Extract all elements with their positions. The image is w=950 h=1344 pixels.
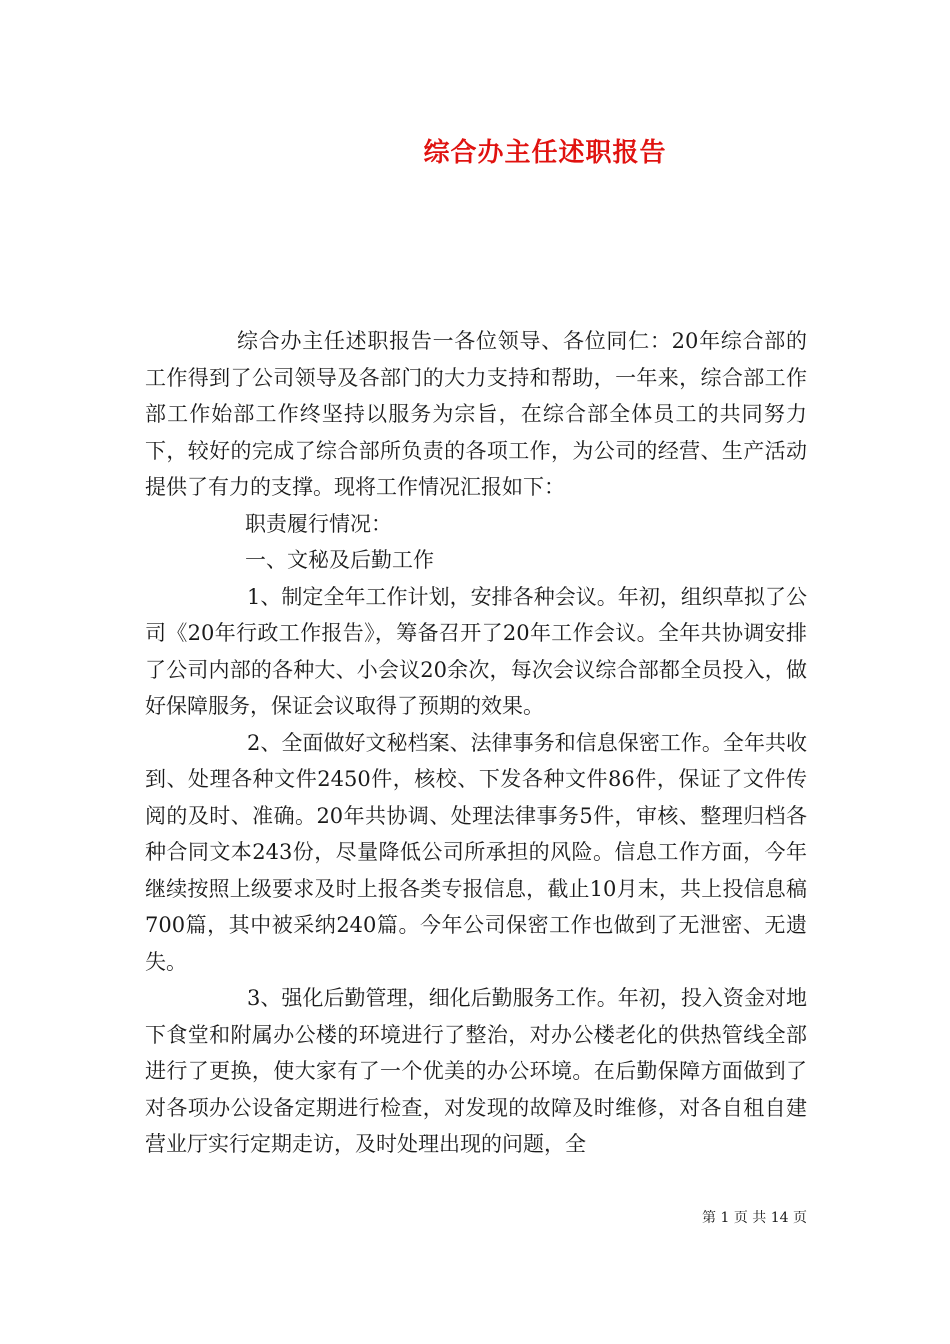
heading-duties: 职责履行情况： xyxy=(245,511,392,536)
page-number-footer: 第 1 页 共 14 页 xyxy=(702,1210,807,1226)
paragraph-item-1: 1、制定全年工作计划，安排各种会议。年初，组织草拟了公司《20年行政工作报告》，筹备召开了20年工作会议。全年共协调安排了公司内部的各种大、小会议20余次，每次会议综合部都全员投入，做好保障服务，保证会议取得了预期的效果。 xyxy=(145,584,807,718)
paragraph-item-3: 3、强化后勤管理，细化后勤服务工作。年初，投入资金对地下食堂和附属办公楼的环境进行了整治，对办公楼老化的供热管线全部进行了更换，使大家有了一个优美的办公环境。在后勤保障方面做到了对各项办公设备定期进行检查，对发现的故障及时维修，对各自租自建营业厅实行定期走访，及时处理出现的问题，全 xyxy=(145,986,807,1156)
paragraph-item-2: 2、全面做好文秘档案、法律事务和信息保密工作。全年共收到、处理各种文件2450件，核校、下发各种文件86件，保证了文件传阅的及时、准确。20年共协调、处理法律事务5件，审核、整理归档各种合同文本243份，尽量降低公司所承担的风险。信息工作方面，今年继续按照上级要求及时上报各类专报信息，截止10月末，共上投信息稿700篇，其中被采纳240篇。今年公司保密工作也做到了无泄密、无遗失。 xyxy=(145,730,807,974)
paragraph-intro: 综合办主任述职报告一各位领导、各位同仁：20年综合部的工作得到了公司领导及各部门的大力支持和帮助，一年来，综合部工作部工作始部工作终坚持以服务为宗旨，在综合部全体员工的共同努力下，较好的完成了综合部所负责的各项工作，为公司的经营、生产活动提供了有力的支撑。现将工作情况汇报如下： xyxy=(145,329,807,499)
document-body xyxy=(145,323,807,1163)
heading-section-one: 一、文秘及后勤工作 xyxy=(245,548,434,572)
document-title: 综合办主任述职报告 xyxy=(423,138,667,168)
